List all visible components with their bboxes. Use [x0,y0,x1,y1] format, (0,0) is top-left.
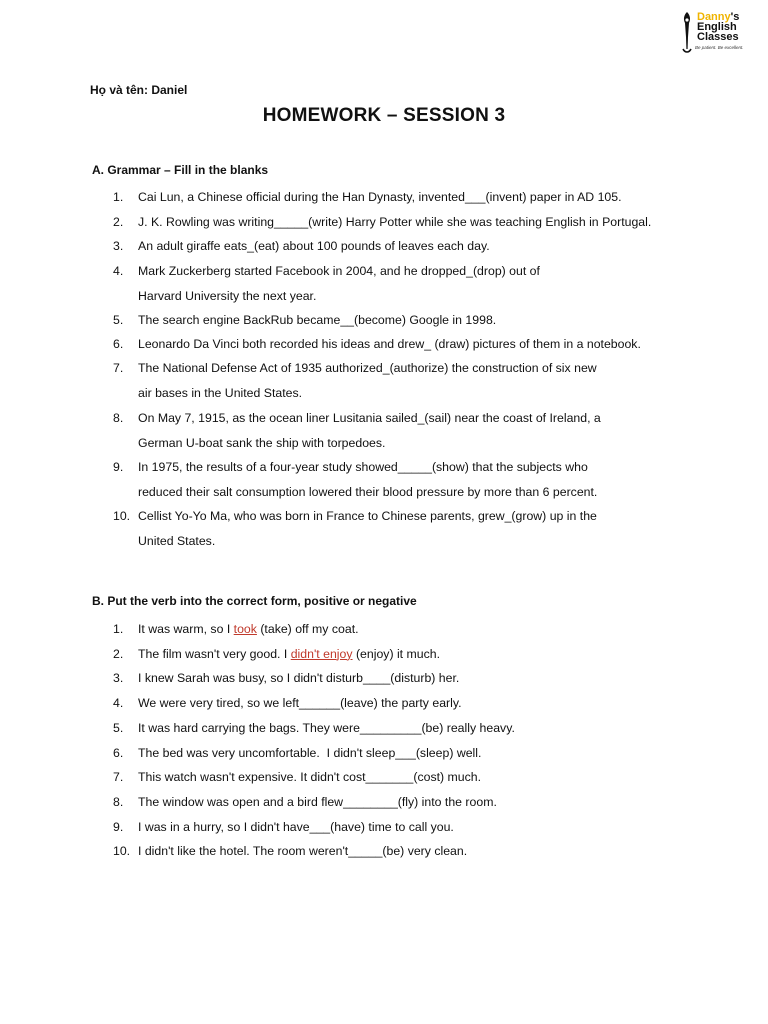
item-text-after: (enjoy) it much. [352,646,441,661]
item-number: 10. [113,509,131,523]
item-text: I didn't like the hotel. The room weren't_____(be) very clean. [138,844,468,859]
exercise-b-item [113,765,481,790]
item-text: I knew Sarah was busy, so I didn't disturb____(disturb) her. [138,671,460,686]
item-number: 5. [113,313,124,327]
exercise-b-item [113,790,497,815]
exercise-b-item [113,691,462,716]
exercise-b-item [113,642,440,667]
item-text: J. K. Rowling was writing_____(write) Harry Potter while she was teaching English in Portugal. [138,215,652,229]
item-text: It was hard carrying the bags. They were_________(be) really heavy. [138,720,515,735]
item-number: 6. [113,745,124,760]
item-number: 7. [113,770,124,785]
item-text: On May 7, 1915, as the ocean liner Lusitania sailed_(sail) near the coast of Ireland, a [138,411,601,425]
item-number: 8. [113,794,124,809]
item-number: 3. [113,671,124,686]
item-number: 4. [113,696,124,711]
brand-line3: Classes [697,31,739,43]
exercise-a-item [113,332,641,357]
exercise-b-item [113,617,359,642]
item-text: This watch wasn't expensive. It didn't cost_______(cost) much. [138,770,482,785]
brand-logo [679,11,759,55]
exercise-a-item [113,210,651,235]
item-text: The bed was very uncomfortable. I didn't sleep___(sleep) well. [138,745,482,760]
brand-name: Danny [697,11,731,23]
exercise-b-item [113,716,515,741]
item-number: 10. [113,844,131,859]
item-text-after: (take) off my coat. [256,622,359,636]
item-text-continued: German U-boat sank the ship with torpedoes. [138,435,386,450]
item-text: The National Defense Act of 1935 authorized_(authorize) the construction of six new [138,361,597,375]
item-number: 1. [113,622,124,636]
item-text: The window was open and a bird flew________(fly) into the room. [138,794,497,809]
item-number: 7. [113,361,124,375]
item-number: 5. [113,720,124,735]
item-number: 8. [113,411,124,425]
item-number: 9. [113,819,124,834]
exercise-a-item [113,234,490,259]
brand-line2: English [697,21,737,33]
item-number: 4. [113,264,124,278]
exercise-a-item [113,308,496,333]
item-text-continued: reduced their salt consumption lowered their blood pressure by more than 6 percent. [138,484,598,499]
item-text: The search engine BackRub became__(become) Google in 1998. [138,313,497,327]
item-number: 1. [113,190,124,204]
exercise-a-item [113,185,622,210]
filled-answer: didn't enjoy [290,646,353,661]
item-text: An adult giraffe eats_(eat) about 100 pounds of leaves each day. [138,239,490,253]
pen-icon [679,11,695,55]
filled-answer: took [233,622,257,636]
item-text-continued: United States. [138,533,216,548]
exercise-a-item [113,259,540,308]
item-text: In 1975, the results of a four-year study showed_____(show) that the subjects who [138,460,588,474]
exercise-b-item [113,839,467,864]
item-text: We were very tired, so we left______(leave) the party early. [138,696,462,711]
item-text: I was in a hurry, so I didn't have___(have) time to call you. [138,819,454,834]
exercise-b-item [113,741,481,766]
brand-text [697,12,739,42]
item-text-continued: air bases in the United States. [138,385,303,400]
exercise-b-item [113,815,454,840]
item-number: 2. [113,646,124,661]
brand-slogan: Be patient. Be excellent. [695,45,744,50]
item-text: It was warm, so I [138,622,234,636]
item-text: Mark Zuckerberg started Facebook in 2004, and he dropped_(drop) out of [138,264,540,278]
brand-suffix: 's [730,11,740,23]
page-title: HOMEWORK – SESSION 3 [262,105,506,126]
item-number: 2. [113,215,124,229]
item-text: Leonardo Da Vinci both recorded his ideas and drew_ (draw) pictures of them in a notebook. [138,337,641,351]
item-number: 9. [113,460,124,474]
section-a-heading: A. Grammar – Fill in the blanks [92,163,269,177]
exercise-a-item [113,406,601,455]
student-name: Họ và tên: Daniel [90,83,188,97]
item-number: 3. [113,239,124,253]
item-number: 6. [113,337,124,351]
item-text-continued: Harvard University the next year. [138,288,317,303]
exercise-a-item [113,356,597,405]
exercise-b-item [113,666,459,691]
item-text: Cellist Yo-Yo Ma, who was born in France to Chinese parents, grew_(grow) up in the [138,509,597,523]
item-text: The film wasn't very good. I [138,646,291,661]
section-b-heading: B. Put the verb into the correct form, positive or negative [92,594,417,608]
item-text: Cai Lun, a Chinese official during the Han Dynasty, invented___(invent) paper in AD 105. [138,190,622,204]
exercise-a-item [113,455,597,504]
exercise-a-item [113,504,597,553]
